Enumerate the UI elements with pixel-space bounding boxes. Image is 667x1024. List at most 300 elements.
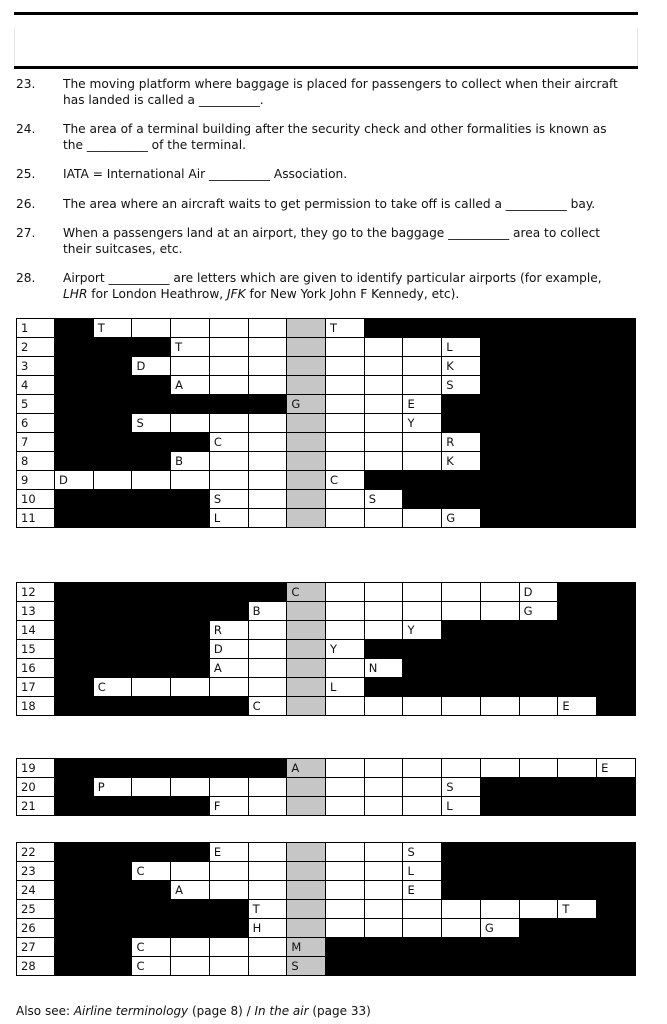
blocked-cell <box>519 395 558 414</box>
answer-cell[interactable] <box>364 509 403 528</box>
answer-cell[interactable] <box>209 319 248 338</box>
blocked-cell <box>558 433 597 452</box>
grid-row <box>17 900 636 919</box>
clue-24 <box>16 121 626 153</box>
blocked-cell <box>558 862 597 881</box>
answer-cell[interactable]: Y <box>326 640 365 659</box>
answer-cell[interactable] <box>442 697 481 716</box>
answer-cell[interactable] <box>209 338 248 357</box>
keyword-cell[interactable] <box>287 602 326 621</box>
keyword-cell[interactable] <box>287 509 326 528</box>
answer-cell[interactable] <box>209 862 248 881</box>
keyword-cell[interactable] <box>287 471 326 490</box>
answer-cell[interactable]: C <box>132 957 171 976</box>
answer-cell[interactable] <box>403 452 442 471</box>
answer-cell[interactable] <box>209 678 248 697</box>
answer-cell[interactable] <box>364 433 403 452</box>
answer-cell[interactable]: L <box>209 509 248 528</box>
answer-cell[interactable] <box>248 659 287 678</box>
answer-cell[interactable] <box>364 452 403 471</box>
row-number: 22 <box>17 843 55 862</box>
answer-cell[interactable] <box>248 471 287 490</box>
answer-cell[interactable]: R <box>442 433 481 452</box>
answer-cell[interactable] <box>248 414 287 433</box>
blocked-cell <box>597 376 636 395</box>
see-also-link-airline-terminology: Airline terminology <box>73 1004 189 1018</box>
row-number: 10 <box>17 490 55 509</box>
keyword-cell[interactable]: M <box>287 938 326 957</box>
answer-cell[interactable]: A <box>209 659 248 678</box>
blocked-cell <box>597 659 636 678</box>
answer-cell[interactable]: C <box>248 697 287 716</box>
blocked-cell <box>55 843 94 862</box>
answer-cell[interactable] <box>209 778 248 797</box>
grid-row <box>17 376 636 395</box>
answer-cell[interactable] <box>248 881 287 900</box>
keyword-cell[interactable]: S <box>287 957 326 976</box>
answer-cell[interactable] <box>248 778 287 797</box>
keyword-cell[interactable] <box>287 452 326 471</box>
blocked-cell <box>558 376 597 395</box>
clue-number: 28. <box>16 271 36 285</box>
blocked-cell <box>558 938 597 957</box>
blocked-cell <box>171 621 210 640</box>
answer-cell[interactable] <box>248 957 287 976</box>
keyword-cell[interactable]: C <box>287 583 326 602</box>
blocked-cell <box>519 414 558 433</box>
blocked-cell <box>55 797 94 816</box>
blocked-cell <box>209 395 248 414</box>
grid-row <box>17 759 636 778</box>
answer-cell[interactable]: D <box>209 640 248 659</box>
answer-cell[interactable] <box>326 509 365 528</box>
answer-cell[interactable]: E <box>403 395 442 414</box>
answer-cell[interactable] <box>248 319 287 338</box>
blocked-cell <box>403 938 442 957</box>
answer-cell[interactable]: B <box>248 602 287 621</box>
blocked-cell <box>93 621 132 640</box>
answer-cell[interactable] <box>364 357 403 376</box>
answer-cell[interactable] <box>326 621 365 640</box>
answer-cell[interactable] <box>364 338 403 357</box>
row-number: 15 <box>17 640 55 659</box>
answer-cell[interactable]: Y <box>403 414 442 433</box>
keyword-cell[interactable] <box>287 376 326 395</box>
answer-cell[interactable] <box>480 602 519 621</box>
answer-cell[interactable] <box>171 678 210 697</box>
answer-cell[interactable] <box>403 900 442 919</box>
grid-row <box>17 862 636 881</box>
answer-cell[interactable] <box>248 621 287 640</box>
answer-cell[interactable] <box>248 357 287 376</box>
answer-cell[interactable] <box>480 583 519 602</box>
answer-cell[interactable] <box>403 433 442 452</box>
blocked-cell <box>209 602 248 621</box>
blocked-cell <box>55 452 94 471</box>
keyword-cell[interactable] <box>287 900 326 919</box>
keyword-cell[interactable] <box>287 357 326 376</box>
keyword-cell[interactable] <box>287 319 326 338</box>
answer-cell[interactable] <box>171 319 210 338</box>
blocked-cell <box>132 759 171 778</box>
answer-cell[interactable]: B <box>171 452 210 471</box>
blocked-cell <box>519 938 558 957</box>
keyword-cell[interactable] <box>287 621 326 640</box>
keyword-cell[interactable] <box>287 678 326 697</box>
answer-cell[interactable] <box>248 490 287 509</box>
keyword-cell[interactable] <box>287 797 326 816</box>
answer-cell[interactable] <box>403 778 442 797</box>
answer-cell[interactable]: L <box>442 797 481 816</box>
blocked-cell <box>519 881 558 900</box>
answer-cell[interactable] <box>519 759 558 778</box>
answer-cell[interactable] <box>326 778 365 797</box>
row-number: 14 <box>17 621 55 640</box>
answer-cell[interactable] <box>132 678 171 697</box>
answer-cell[interactable] <box>171 938 210 957</box>
blocked-cell <box>209 759 248 778</box>
answer-cell[interactable] <box>248 843 287 862</box>
row-number: 9 <box>17 471 55 490</box>
blocked-cell <box>93 338 132 357</box>
blocked-cell <box>519 319 558 338</box>
blocked-cell <box>597 395 636 414</box>
answer-cell[interactable] <box>326 900 365 919</box>
answer-cell[interactable] <box>480 759 519 778</box>
answer-cell[interactable] <box>326 452 365 471</box>
blocked-cell <box>93 862 132 881</box>
blocked-cell <box>93 938 132 957</box>
answer-cell[interactable] <box>209 376 248 395</box>
blocked-cell <box>132 843 171 862</box>
answer-cell[interactable] <box>519 900 558 919</box>
answer-cell[interactable] <box>364 602 403 621</box>
answer-cell[interactable]: C <box>93 678 132 697</box>
keyword-cell[interactable] <box>287 778 326 797</box>
blocked-cell <box>480 471 519 490</box>
clue-23 <box>16 76 626 108</box>
blocked-cell <box>55 957 94 976</box>
answer-cell[interactable] <box>403 759 442 778</box>
answer-cell[interactable] <box>364 395 403 414</box>
answer-cell[interactable] <box>364 759 403 778</box>
row-number: 26 <box>17 919 55 938</box>
answer-cell[interactable] <box>364 697 403 716</box>
answer-cell[interactable] <box>364 862 403 881</box>
blocked-cell <box>171 583 210 602</box>
keyword-cell[interactable] <box>287 862 326 881</box>
blocked-cell <box>171 602 210 621</box>
keyword-cell[interactable] <box>287 843 326 862</box>
blocked-cell <box>442 881 481 900</box>
answer-cell[interactable]: T <box>558 900 597 919</box>
answer-cell[interactable] <box>403 583 442 602</box>
blocked-cell <box>55 697 94 716</box>
answer-cell[interactable]: L <box>326 678 365 697</box>
answer-cell[interactable] <box>326 414 365 433</box>
blocked-cell <box>209 919 248 938</box>
blocked-cell <box>93 583 132 602</box>
answer-cell[interactable] <box>403 357 442 376</box>
blocked-cell <box>558 319 597 338</box>
answer-cell[interactable] <box>403 338 442 357</box>
answer-cell[interactable] <box>171 471 210 490</box>
keyword-cell[interactable]: G <box>287 395 326 414</box>
answer-cell[interactable] <box>364 797 403 816</box>
answer-cell[interactable]: D <box>132 357 171 376</box>
answer-cell[interactable] <box>364 778 403 797</box>
answer-cell[interactable] <box>171 778 210 797</box>
blocked-cell <box>442 862 481 881</box>
answer-cell[interactable]: S <box>442 376 481 395</box>
answer-cell[interactable] <box>248 433 287 452</box>
answer-cell[interactable] <box>132 471 171 490</box>
crossword-grid-section-3 <box>16 758 636 816</box>
answer-cell[interactable] <box>209 881 248 900</box>
answer-cell[interactable]: N <box>364 659 403 678</box>
answer-cell[interactable] <box>326 659 365 678</box>
answer-cell[interactable]: C <box>132 938 171 957</box>
answer-cell[interactable]: S <box>403 843 442 862</box>
grid-row <box>17 797 636 816</box>
blocked-cell <box>93 452 132 471</box>
answer-cell[interactable] <box>171 862 210 881</box>
answer-cell[interactable]: A <box>171 376 210 395</box>
keyword-cell[interactable] <box>287 919 326 938</box>
blocked-cell <box>403 659 442 678</box>
answer-cell[interactable] <box>480 900 519 919</box>
answer-cell[interactable]: S <box>209 490 248 509</box>
keyword-cell[interactable] <box>287 490 326 509</box>
answer-cell[interactable] <box>132 778 171 797</box>
answer-cell[interactable]: G <box>442 509 481 528</box>
answer-cell[interactable] <box>209 414 248 433</box>
clue-text <box>63 270 626 302</box>
clue-text-part: for New York John F Kennedy, etc). <box>245 287 460 301</box>
answer-cell[interactable]: L <box>403 862 442 881</box>
answer-cell[interactable] <box>403 797 442 816</box>
footer-mid: (page 8) / <box>188 1004 255 1018</box>
blocked-cell <box>480 778 519 797</box>
answer-cell[interactable] <box>209 471 248 490</box>
blocked-cell <box>597 640 636 659</box>
answer-cell[interactable]: H <box>248 919 287 938</box>
blocked-cell <box>519 862 558 881</box>
blocked-cell <box>597 471 636 490</box>
answer-cell[interactable] <box>248 797 287 816</box>
answer-cell[interactable] <box>364 843 403 862</box>
answer-cell[interactable] <box>442 759 481 778</box>
answer-cell[interactable]: L <box>442 338 481 357</box>
answer-cell[interactable] <box>364 583 403 602</box>
blocked-cell <box>93 900 132 919</box>
answer-cell[interactable] <box>326 490 365 509</box>
answer-cell[interactable]: T <box>326 319 365 338</box>
blocked-cell <box>558 678 597 697</box>
answer-cell[interactable] <box>248 678 287 697</box>
blocked-cell <box>597 862 636 881</box>
keyword-cell[interactable] <box>287 414 326 433</box>
keyword-cell[interactable] <box>287 433 326 452</box>
answer-cell[interactable] <box>209 452 248 471</box>
answer-cell[interactable] <box>364 919 403 938</box>
answer-cell[interactable]: T <box>248 900 287 919</box>
blocked-cell <box>171 659 210 678</box>
answer-cell[interactable] <box>364 900 403 919</box>
answer-cell[interactable]: G <box>480 919 519 938</box>
answer-cell[interactable]: E <box>209 843 248 862</box>
answer-cell[interactable]: F <box>209 797 248 816</box>
answer-cell[interactable]: D <box>519 583 558 602</box>
answer-cell[interactable]: E <box>558 697 597 716</box>
blocked-cell <box>519 797 558 816</box>
row-number: 4 <box>17 376 55 395</box>
answer-cell[interactable] <box>248 376 287 395</box>
answer-cell[interactable] <box>442 919 481 938</box>
answer-cell[interactable] <box>442 602 481 621</box>
answer-cell[interactable] <box>442 900 481 919</box>
answer-cell[interactable] <box>326 602 365 621</box>
answer-cell[interactable] <box>326 797 365 816</box>
blocked-cell <box>558 640 597 659</box>
answer-cell[interactable] <box>326 843 365 862</box>
answer-cell[interactable] <box>403 509 442 528</box>
blocked-cell <box>480 357 519 376</box>
answer-cell[interactable] <box>209 938 248 957</box>
blocked-cell <box>55 659 94 678</box>
top-rule <box>14 12 638 15</box>
blocked-cell <box>597 433 636 452</box>
answer-cell[interactable] <box>326 697 365 716</box>
row-number: 27 <box>17 938 55 957</box>
keyword-cell[interactable]: A <box>287 759 326 778</box>
answer-cell[interactable]: E <box>403 881 442 900</box>
answer-cell[interactable] <box>326 919 365 938</box>
answer-cell[interactable] <box>248 640 287 659</box>
answer-cell[interactable] <box>326 759 365 778</box>
answer-cell[interactable] <box>558 759 597 778</box>
answer-cell[interactable] <box>326 357 365 376</box>
answer-cell[interactable] <box>442 583 481 602</box>
answer-cell[interactable] <box>326 338 365 357</box>
blocked-cell <box>55 395 94 414</box>
answer-cell[interactable] <box>480 697 519 716</box>
answer-cell[interactable] <box>248 862 287 881</box>
answer-cell[interactable]: C <box>209 433 248 452</box>
blocked-cell <box>519 433 558 452</box>
keyword-cell[interactable] <box>287 338 326 357</box>
blocked-cell <box>558 490 597 509</box>
answer-cell[interactable]: D <box>55 471 94 490</box>
clue-28 <box>16 270 626 302</box>
answer-cell[interactable]: S <box>132 414 171 433</box>
answer-cell[interactable] <box>364 376 403 395</box>
blocked-cell <box>403 957 442 976</box>
blocked-cell <box>403 319 442 338</box>
answer-cell[interactable] <box>248 509 287 528</box>
keyword-cell[interactable] <box>287 697 326 716</box>
answer-cell[interactable]: S <box>364 490 403 509</box>
keyword-cell[interactable] <box>287 640 326 659</box>
blocked-cell <box>55 778 94 797</box>
answer-cell[interactable] <box>171 357 210 376</box>
blocked-cell <box>558 452 597 471</box>
answer-cell[interactable] <box>364 881 403 900</box>
answer-cell[interactable] <box>326 862 365 881</box>
blocked-cell <box>132 621 171 640</box>
answer-cell[interactable]: T <box>93 319 132 338</box>
blocked-cell <box>519 659 558 678</box>
answer-cell[interactable]: G <box>519 602 558 621</box>
answer-cell[interactable] <box>93 471 132 490</box>
answer-cell[interactable]: R <box>209 621 248 640</box>
answer-cell[interactable] <box>403 919 442 938</box>
answer-cell[interactable]: Y <box>403 621 442 640</box>
answer-cell[interactable] <box>403 602 442 621</box>
blocked-cell <box>171 697 210 716</box>
answer-cell[interactable] <box>326 433 365 452</box>
answer-cell[interactable] <box>403 697 442 716</box>
grid-row <box>17 509 636 528</box>
answer-cell[interactable]: E <box>597 759 636 778</box>
answer-cell[interactable] <box>171 414 210 433</box>
answer-cell[interactable] <box>209 357 248 376</box>
answer-cell[interactable] <box>248 338 287 357</box>
answer-cell[interactable] <box>248 938 287 957</box>
blocked-cell <box>597 414 636 433</box>
answer-cell[interactable] <box>326 583 365 602</box>
answer-cell[interactable]: P <box>93 778 132 797</box>
answer-cell[interactable] <box>248 452 287 471</box>
keyword-cell[interactable] <box>287 659 326 678</box>
blocked-cell <box>480 938 519 957</box>
answer-cell[interactable]: A <box>171 881 210 900</box>
blocked-cell <box>597 357 636 376</box>
answer-cell[interactable]: C <box>326 471 365 490</box>
answer-cell[interactable]: S <box>442 778 481 797</box>
blocked-cell <box>55 938 94 957</box>
answer-cell[interactable] <box>132 319 171 338</box>
answer-cell[interactable]: C <box>132 862 171 881</box>
answer-cell[interactable] <box>326 395 365 414</box>
blocked-cell <box>558 338 597 357</box>
grid-row <box>17 395 636 414</box>
crossword-grid-section-1 <box>16 318 636 528</box>
answer-cell[interactable] <box>209 957 248 976</box>
answer-cell[interactable]: K <box>442 452 481 471</box>
answer-cell[interactable] <box>326 376 365 395</box>
grid-row <box>17 778 636 797</box>
answer-cell[interactable] <box>171 957 210 976</box>
blocked-cell <box>480 452 519 471</box>
blocked-cell <box>597 900 636 919</box>
answer-cell[interactable] <box>326 881 365 900</box>
answer-cell[interactable] <box>364 414 403 433</box>
keyword-cell[interactable] <box>287 881 326 900</box>
blocked-cell <box>597 778 636 797</box>
grid-row <box>17 490 636 509</box>
answer-cell[interactable]: K <box>442 357 481 376</box>
blocked-cell <box>132 490 171 509</box>
blocked-cell <box>364 640 403 659</box>
clue-27 <box>16 225 626 257</box>
answer-cell[interactable] <box>403 376 442 395</box>
answer-cell[interactable] <box>364 621 403 640</box>
answer-cell[interactable]: T <box>171 338 210 357</box>
header-box <box>14 28 638 66</box>
blocked-cell <box>558 957 597 976</box>
answer-cell[interactable] <box>519 697 558 716</box>
